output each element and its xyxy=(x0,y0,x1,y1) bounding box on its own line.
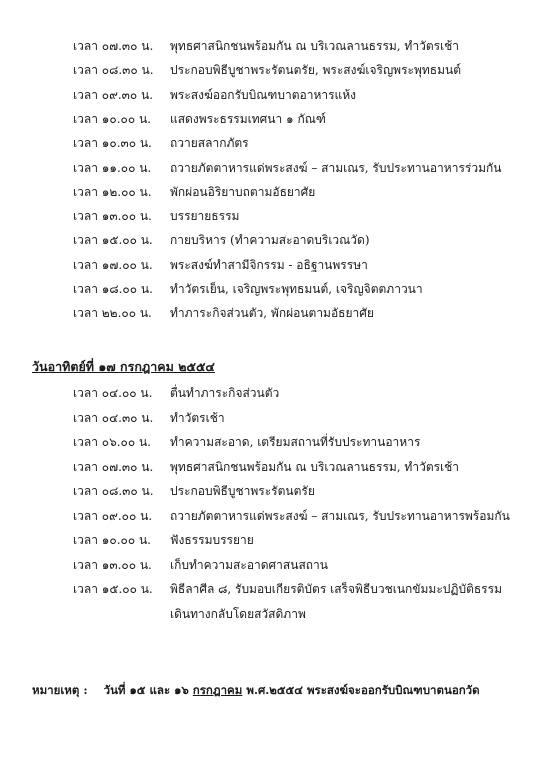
schedule-activity: ทำวัตรเช้า xyxy=(170,410,225,425)
schedule-time: เวลา ๑๘.๐๐ น. xyxy=(73,282,153,296)
schedule-activity: ทำภาระกิจส่วนตัว, พักผ่อนตามอัธยาศัย xyxy=(170,306,374,321)
schedule-activity: บรรยายธรรม xyxy=(170,209,240,224)
schedule-time: เวลา ๐๘.๓๐ น. xyxy=(73,63,154,78)
schedule-row xyxy=(0,480,543,502)
remark xyxy=(32,682,480,700)
schedule-time: เวลา ๑๕.๐๐ น. xyxy=(73,582,153,596)
schedule-time: เวลา ๒๒.๐๐ น. xyxy=(73,306,152,321)
schedule-time: เวลา ๑๐.๓๐ น. xyxy=(73,136,152,151)
schedule-row xyxy=(0,84,543,106)
schedule-activity: ประกอบพิธีบูชาพระรัตนตรัย, พระสงฆ์เจริญพระพุทธมนต์ xyxy=(170,63,462,78)
schedule-activity: ถวายภัตตาหารแด่พระสงฆ์ – สามเณร, รับประทานอาหารพร้อมกัน xyxy=(170,508,510,523)
schedule-time: เวลา ๐๘.๓๐ น. xyxy=(73,484,154,498)
schedule-row xyxy=(0,59,543,81)
schedule-row xyxy=(0,407,543,429)
schedule-time: เวลา ๐๙.๓๐ น. xyxy=(73,87,154,102)
schedule-row xyxy=(0,108,543,130)
schedule-row xyxy=(0,254,543,276)
schedule-activity: กายบริหาร (ทำความสะอาดบริเวณวัด) xyxy=(170,233,370,248)
schedule-row xyxy=(0,382,543,404)
schedule-time: เวลา ๑๐.๐๐ น. xyxy=(73,111,151,126)
schedule-row xyxy=(0,181,543,203)
schedule-row xyxy=(0,205,543,227)
schedule-activity: ฟังธรรมบรรยาย xyxy=(170,533,254,547)
schedule-time: เวลา ๐๗.๓๐ น. xyxy=(73,39,154,53)
schedule-row xyxy=(0,431,543,453)
schedule-time: เวลา ๐๙.๐๐ น. xyxy=(73,508,153,523)
schedule-activity: พระสงฆ์ออกรับบิณฑบาตอาหารแห้ง xyxy=(170,87,357,102)
schedule-time: เวลา ๑๓.๐๐ น. xyxy=(73,209,152,224)
schedule-activity: พักผ่อนอิริยาบถตามอัธยาศัย xyxy=(170,184,316,199)
schedule-activity: ทำความสะอาด, เตรียมสถานที่รับประทานอาหาร xyxy=(170,435,421,449)
schedule-row xyxy=(0,229,543,251)
remark-text-c: พ.ศ.๒๕๕๔ พระสงฆ์จะออกรับบิณฑบาตนอกวัด xyxy=(246,683,480,697)
schedule-row xyxy=(0,554,543,576)
schedule-time: เวลา ๑๒.๐๐ น. xyxy=(73,184,152,199)
schedule-activity: ตื่นทำภาระกิจส่วนตัว xyxy=(170,386,280,400)
schedule-row xyxy=(0,302,543,324)
schedule-time: เวลา ๑๓.๐๐ น. xyxy=(73,557,152,572)
schedule-row xyxy=(0,456,543,478)
schedule-row xyxy=(0,578,543,600)
schedule-time: เวลา ๑๑.๐๐ น. xyxy=(73,160,152,175)
schedule-time: เวลา ๑๐.๐๐ น. xyxy=(73,533,151,547)
remark-month: กรกฎาคม xyxy=(192,683,243,697)
schedule-time: เวลา ๐๖.๐๐ น. xyxy=(73,435,151,449)
schedule-row xyxy=(0,132,543,154)
schedule-time: เวลา ๑๗.๐๐ น. xyxy=(73,257,153,272)
schedule-activity: พุทธศาสนิกชนพร้อมกัน ณ บริเวณลานธรรม, ทำวัตรเช้า xyxy=(170,39,460,53)
schedule-time: เวลา ๐๔.๓๐ น. xyxy=(73,410,154,425)
schedule-time: เวลา ๐๗.๓๐ น. xyxy=(73,459,154,474)
schedule-row xyxy=(0,505,543,527)
schedule-activity: เก็บทำความสะอาดศาสนสถาน xyxy=(170,557,328,572)
schedule-activity: ทำวัตรเย็น, เจริญพระพุทธมนต์, เจริญจิตตภาวนา xyxy=(170,282,423,296)
schedule-time: เวลา ๑๕.๐๐ น. xyxy=(73,233,153,248)
schedule-activity: ประกอบพิธีบูชาพระรัตนตรัย xyxy=(170,484,315,498)
schedule-row xyxy=(0,35,543,57)
schedule-activity: แสดงพระธรรมเทศนา ๑ กัณฑ์ xyxy=(170,111,326,126)
schedule-activity: ถวายสลากภัตร xyxy=(170,136,249,151)
schedule-row xyxy=(0,603,543,625)
schedule-time: เวลา ๐๔.๐๐ น. xyxy=(73,386,153,400)
schedule-activity: พระสงฆ์ทำสามีจิกรรม - อธิฐานพรรษา xyxy=(170,257,368,272)
remark-text-a: วันที่ ๑๕ และ ๑๖ xyxy=(103,683,189,697)
schedule-activity: พิธีลาศีล ๘, รับมอบเกียรติบัตร เสร็จพิธีบวชเนกขัมมะปฏิบัติธรรม xyxy=(170,582,502,596)
day2-heading: วันอาทิตย์ที่ ๑๗ กรกฎาคม ๒๕๕๔ xyxy=(32,359,215,374)
schedule-row xyxy=(0,529,543,551)
schedule-activity: พุทธศาสนิกชนพร้อมกัน ณ บริเวณลานธรรม, ทำวัตรเช้า xyxy=(170,459,460,474)
remark-label: หมายเหตุ : xyxy=(32,683,88,697)
schedule-row xyxy=(0,278,543,300)
schedule-row xyxy=(0,157,543,179)
schedule-activity: ถวายภัตตาหารแด่พระสงฆ์ – สามเณร, รับประทานอาหารร่วมกัน xyxy=(170,160,502,175)
schedule-activity: เดินทางกลับโดยสวัสดิภาพ xyxy=(170,606,306,621)
